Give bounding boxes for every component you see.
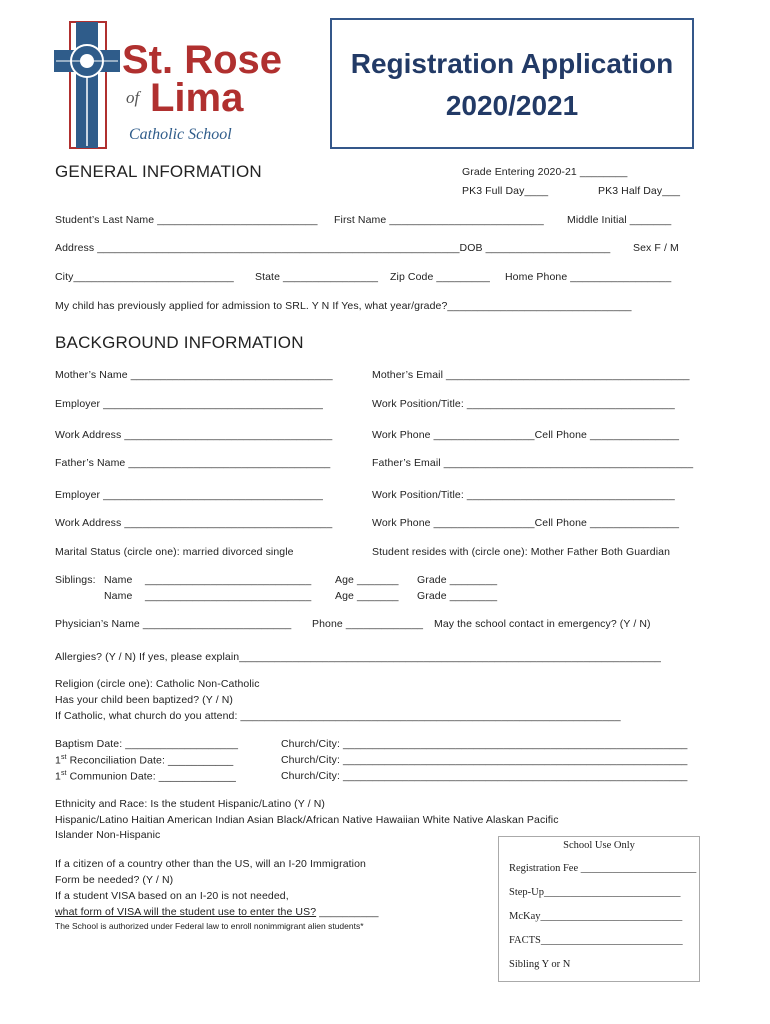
religion-field[interactable]: Religion (circle one): Catholic Non-Catholic [55, 678, 260, 690]
school-use-title: School Use Only [563, 840, 635, 851]
ordinal-suffix: st [60, 754, 67, 761]
last-name-field[interactable]: Student’s Last Name ___________________________ [55, 214, 318, 226]
employer1-field[interactable]: Employer _____________________________________ [55, 398, 323, 410]
ethnicity-options[interactable]: Hispanic/Latino Haitian American Indian Asian Black/African Native Hawaiian White Native Alaskan Pacific [55, 814, 559, 826]
work-position2-field[interactable]: Work Position/Title: ___________________________________ [372, 489, 675, 501]
title-box [330, 18, 694, 149]
home-phone-field[interactable]: Home Phone _________________ [505, 271, 672, 283]
employer2-field[interactable]: Employer _____________________________________ [55, 489, 323, 501]
i20-question-line2[interactable]: Form be needed? (Y / N) [55, 874, 174, 886]
address-dob-field[interactable]: Address _____________________________________________________________DOB _____________________ [55, 242, 611, 254]
work-position1-field[interactable]: Work Position/Title: ___________________________________ [372, 398, 675, 410]
fathers-name-field[interactable]: Father’s Name __________________________________ [55, 457, 331, 469]
baptism-date-field[interactable]: Baptism Date: ___________________ [55, 738, 239, 750]
step-up-field[interactable]: Step-Up__________________________ [509, 887, 681, 898]
mothers-name-field[interactable]: Mother’s Name __________________________________ [55, 369, 333, 381]
state-field[interactable]: State ________________ [255, 271, 379, 283]
title-line2: 2020/2021 [445, 90, 579, 121]
ordinal-number: 1 [55, 754, 61, 767]
church-city1-field[interactable]: Church/City: __________________________________________________________ [281, 738, 688, 750]
pk3-full-field[interactable]: PK3 Full Day____ [462, 185, 549, 197]
mckay-field[interactable]: McKay___________________________ [509, 911, 683, 922]
mothers-email-field[interactable]: Mother’s Email _________________________________________ [372, 369, 690, 381]
sibling-grade2-field[interactable]: Grade ________ [417, 590, 498, 602]
fathers-email-field[interactable]: Father’s Email __________________________________________ [372, 457, 694, 469]
sibling-grade1-field[interactable]: Grade ________ [417, 574, 498, 586]
pk3-half-field[interactable]: PK3 Half Day___ [598, 185, 681, 197]
sibling-name1-field[interactable]: ____________________________ [145, 574, 312, 586]
sex-field[interactable]: Sex F / M [633, 242, 679, 254]
previously-applied-field[interactable]: My child has previously applied for admission to SRL. Y N If Yes, what year/grade?_______________________________ [55, 300, 632, 312]
first-name-field[interactable]: First Name __________________________ [334, 214, 544, 226]
registration-fee-field[interactable]: Registration Fee ______________________ [509, 863, 697, 874]
ordinal-number: 1 [55, 770, 61, 783]
work-address2-field[interactable]: Work Address ___________________________________ [55, 517, 333, 529]
middle-initial-field[interactable]: Middle Initial _______ [567, 214, 672, 226]
emergency-contact-field[interactable]: May the school contact in emergency? (Y / N) [434, 618, 651, 630]
physician-phone-field[interactable]: Phone _____________ [312, 618, 424, 630]
church-city2-field[interactable]: Church/City: __________________________________________________________ [281, 754, 688, 766]
communion-date-field[interactable] [55, 770, 236, 783]
visa-question-text: what form of VISA will the student use to enter the US? [55, 906, 317, 918]
authorized-note: The School is authorized under Federal law to enroll nonimmigrant alien students* [55, 921, 364, 931]
logo-name-line1: St. Rose [122, 38, 283, 82]
grade-entering-field[interactable]: Grade Entering 2020-21 ________ [462, 166, 628, 178]
reconciliation-date-field[interactable] [55, 754, 233, 767]
work-phone1-field[interactable]: Work Phone _________________Cell Phone _______________ [372, 429, 680, 441]
ethnicity-question[interactable]: Ethnicity and Race: Is the student Hispanic/Latino (Y / N) [55, 798, 325, 810]
sibling-name1-label: Name [104, 574, 133, 586]
ethnicity-options-continued[interactable]: Islander Non-Hispanic [55, 829, 161, 841]
sibling-age1-field[interactable]: Age _______ [335, 574, 399, 586]
ordinal-suffix: st [60, 770, 67, 777]
background-heading: BACKGROUND INFORMATION [55, 333, 304, 352]
zip-field[interactable]: Zip Code _________ [390, 271, 490, 283]
communion-text: Communion Date: _____________ [66, 770, 236, 783]
reconciliation-text: Reconciliation Date: ___________ [66, 754, 234, 767]
physician-field[interactable]: Physician’s Name _________________________ [55, 618, 292, 630]
visa-question-line2[interactable] [55, 906, 379, 918]
siblings-label: Siblings: [55, 574, 96, 586]
resides-with-field[interactable]: Student resides with (circle one): Mother Father Both Guardian [372, 546, 671, 558]
sibling-field[interactable]: Sibling Y or N [509, 959, 571, 970]
facts-field[interactable]: FACTS___________________________ [509, 935, 683, 946]
work-address1-field[interactable]: Work Address ___________________________________ [55, 429, 333, 441]
school-use-box [498, 836, 700, 982]
visa-question-line1: If a student VISA based on an I-20 is not needed, [55, 890, 289, 902]
catholic-church-field[interactable]: If Catholic, what church do you attend: ________________________________________________________________ [55, 710, 621, 722]
school-logo [52, 18, 282, 152]
title-line1: Registration Application [350, 48, 674, 79]
cross-icon [52, 18, 122, 152]
baptized-field[interactable]: Has your child been baptized? (Y / N) [55, 694, 234, 706]
work-phone2-field[interactable]: Work Phone _________________Cell Phone _______________ [372, 517, 680, 529]
logo-subtitle: Catholic School [129, 126, 232, 143]
visa-answer-line[interactable]: __________ [316, 906, 379, 918]
church-city3-field[interactable]: Church/City: __________________________________________________________ [281, 770, 688, 782]
sibling-age2-field[interactable]: Age _______ [335, 590, 399, 602]
allergies-field[interactable]: Allergies? (Y / N) If yes, please explain_______________________________________________________________________ [55, 651, 661, 663]
general-heading: GENERAL INFORMATION [55, 162, 262, 181]
logo-name-line2: Lima [150, 76, 244, 120]
marital-status-field[interactable]: Marital Status (circle one): married divorced single [55, 546, 294, 558]
city-field[interactable]: City___________________________ [55, 271, 234, 283]
sibling-name2-label: Name [104, 590, 133, 602]
i20-question-line1: If a citizen of a country other than the US, will an I-20 Immigration [55, 858, 366, 870]
sibling-name2-field[interactable]: ____________________________ [145, 590, 312, 602]
logo-name-of: of [126, 88, 140, 107]
